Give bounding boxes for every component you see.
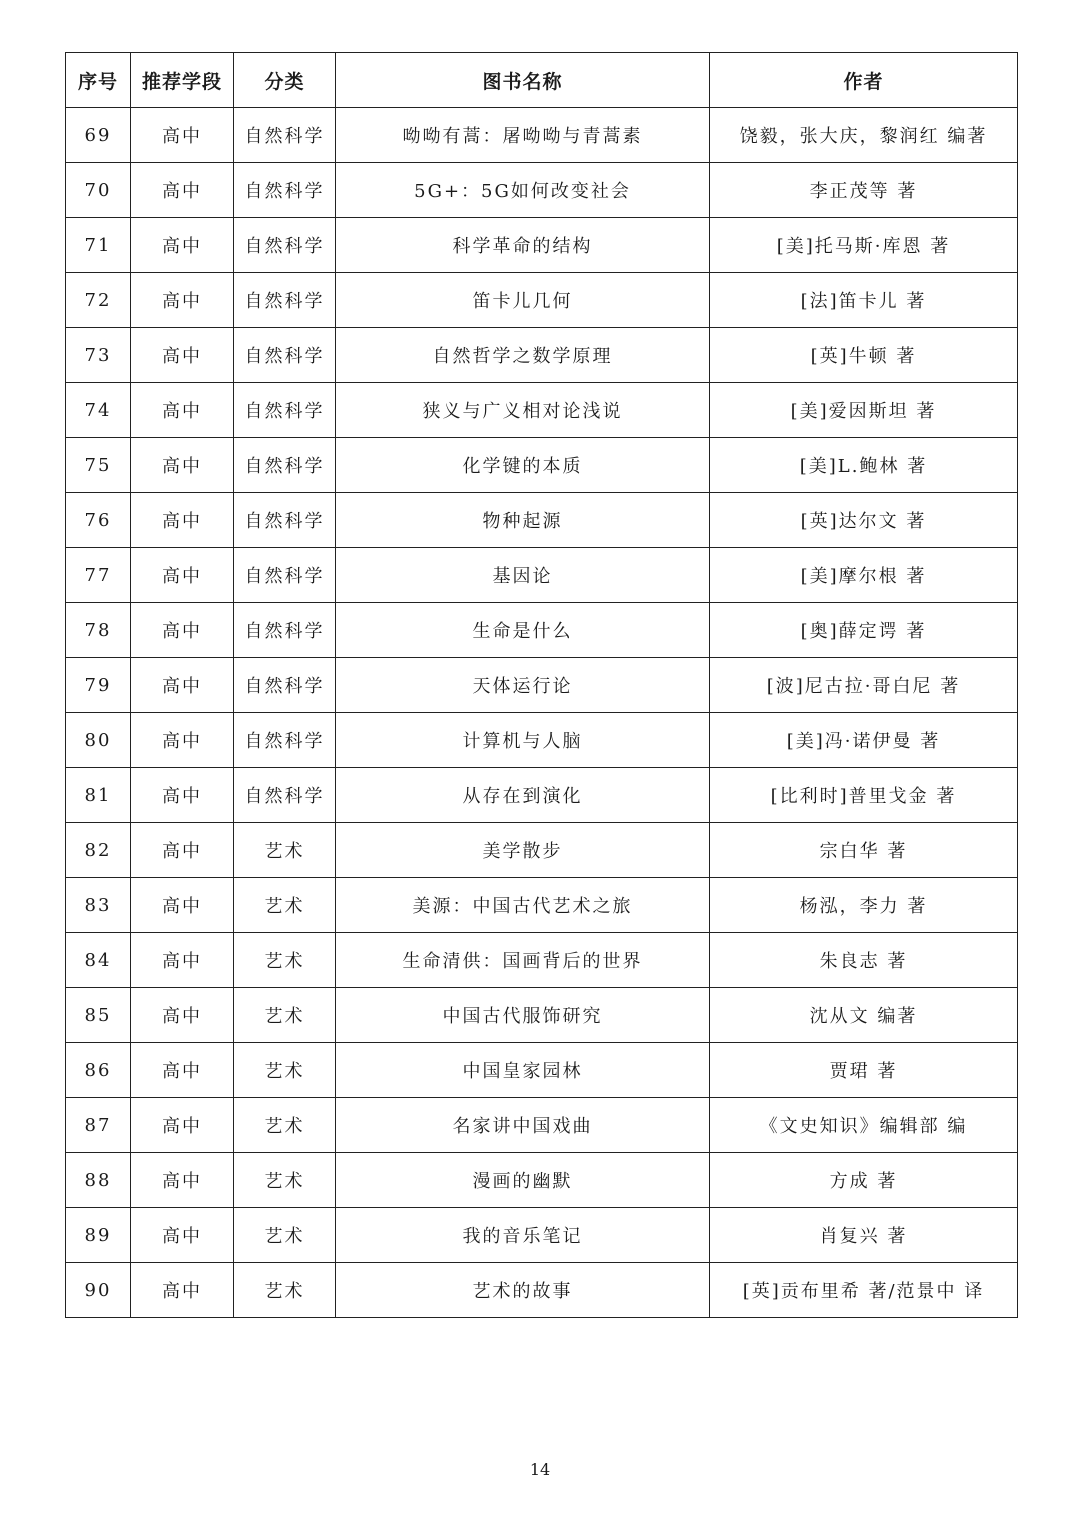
cell-stage: 高中 (131, 1043, 234, 1098)
table-row (66, 1098, 1018, 1153)
cell-category: 艺术 (234, 878, 336, 933)
cell-author: [波]尼古拉·哥白尼 著 (710, 658, 1018, 713)
cell-stage: 高中 (131, 438, 234, 493)
table-row (66, 603, 1018, 658)
cell-author: 杨泓，李力 著 (710, 878, 1018, 933)
cell-category: 自然科学 (234, 108, 336, 163)
cell-author: [美]爱因斯坦 著 (710, 383, 1018, 438)
cell-title: 艺术的故事 (336, 1263, 710, 1318)
table-row (66, 383, 1018, 438)
table-row (66, 768, 1018, 823)
cell-title: 生命是什么 (336, 603, 710, 658)
cell-category: 自然科学 (234, 713, 336, 768)
header-stage: 推荐学段 (131, 53, 234, 108)
table-row (66, 988, 1018, 1043)
cell-stage: 高中 (131, 383, 234, 438)
cell-category: 自然科学 (234, 273, 336, 328)
cell-no: 81 (66, 768, 131, 823)
cell-author: [美]托马斯·库恩 著 (710, 218, 1018, 273)
table-row (66, 108, 1018, 163)
cell-author: [美]冯·诺伊曼 著 (710, 713, 1018, 768)
cell-stage: 高中 (131, 493, 234, 548)
cell-author: 《文史知识》编辑部 编 (710, 1098, 1018, 1153)
header-title: 图书名称 (336, 53, 710, 108)
cell-category: 艺术 (234, 1263, 336, 1318)
cell-no: 72 (66, 273, 131, 328)
header-author: 作者 (710, 53, 1018, 108)
table-header-row (66, 53, 1018, 108)
cell-author: [英]牛顿 著 (710, 328, 1018, 383)
cell-category: 自然科学 (234, 328, 336, 383)
cell-title: 名家讲中国戏曲 (336, 1098, 710, 1153)
cell-title: 美学散步 (336, 823, 710, 878)
cell-no: 74 (66, 383, 131, 438)
table-row (66, 218, 1018, 273)
cell-title: 科学革命的结构 (336, 218, 710, 273)
table-row (66, 933, 1018, 988)
cell-title: 生命清供：国画背后的世界 (336, 933, 710, 988)
cell-no: 85 (66, 988, 131, 1043)
table-row (66, 163, 1018, 218)
cell-title: 呦呦有蒿：屠呦呦与青蒿素 (336, 108, 710, 163)
cell-no: 84 (66, 933, 131, 988)
table-body (66, 108, 1018, 1318)
cell-stage: 高中 (131, 328, 234, 383)
table-row (66, 713, 1018, 768)
cell-category: 自然科学 (234, 548, 336, 603)
cell-stage: 高中 (131, 218, 234, 273)
cell-no: 86 (66, 1043, 131, 1098)
cell-author: [英]贡布里希 著/范景中 译 (710, 1263, 1018, 1318)
cell-stage: 高中 (131, 108, 234, 163)
cell-author: 朱良志 著 (710, 933, 1018, 988)
cell-stage: 高中 (131, 713, 234, 768)
cell-title: 我的音乐笔记 (336, 1208, 710, 1263)
cell-title: 漫画的幽默 (336, 1153, 710, 1208)
cell-no: 82 (66, 823, 131, 878)
cell-author: [英]达尔文 著 (710, 493, 1018, 548)
cell-title: 笛卡儿几何 (336, 273, 710, 328)
cell-no: 90 (66, 1263, 131, 1318)
cell-category: 自然科学 (234, 218, 336, 273)
cell-stage: 高中 (131, 1153, 234, 1208)
table-row (66, 1153, 1018, 1208)
cell-category: 艺术 (234, 1098, 336, 1153)
table-row (66, 548, 1018, 603)
cell-author: 饶毅，张大庆，黎润红 编著 (710, 108, 1018, 163)
cell-stage: 高中 (131, 163, 234, 218)
cell-title: 自然哲学之数学原理 (336, 328, 710, 383)
header-no: 序号 (66, 53, 131, 108)
cell-author: [美]摩尔根 著 (710, 548, 1018, 603)
cell-category: 艺术 (234, 988, 336, 1043)
cell-no: 80 (66, 713, 131, 768)
table-row (66, 1208, 1018, 1263)
cell-title: 天体运行论 (336, 658, 710, 713)
cell-title: 中国皇家园林 (336, 1043, 710, 1098)
cell-title: 美源：中国古代艺术之旅 (336, 878, 710, 933)
cell-author: [比利时]普里戈金 著 (710, 768, 1018, 823)
cell-title: 基因论 (336, 548, 710, 603)
table-row (66, 823, 1018, 878)
table-row (66, 878, 1018, 933)
cell-title: 5G+：5G如何改变社会 (336, 163, 710, 218)
cell-no: 70 (66, 163, 131, 218)
cell-title: 物种起源 (336, 493, 710, 548)
cell-category: 自然科学 (234, 438, 336, 493)
cell-stage: 高中 (131, 548, 234, 603)
cell-author: 李正茂等 著 (710, 163, 1018, 218)
cell-title: 狭义与广义相对论浅说 (336, 383, 710, 438)
cell-no: 77 (66, 548, 131, 603)
table-row (66, 1043, 1018, 1098)
cell-no: 87 (66, 1098, 131, 1153)
cell-author: 肖复兴 著 (710, 1208, 1018, 1263)
cell-stage: 高中 (131, 1263, 234, 1318)
cell-category: 自然科学 (234, 493, 336, 548)
cell-category: 艺术 (234, 823, 336, 878)
table-row (66, 438, 1018, 493)
cell-category: 自然科学 (234, 163, 336, 218)
table-row (66, 328, 1018, 383)
cell-no: 76 (66, 493, 131, 548)
cell-category: 艺术 (234, 933, 336, 988)
cell-category: 自然科学 (234, 383, 336, 438)
cell-author: 宗白华 著 (710, 823, 1018, 878)
cell-no: 88 (66, 1153, 131, 1208)
cell-no: 71 (66, 218, 131, 273)
header-category: 分类 (234, 53, 336, 108)
cell-no: 79 (66, 658, 131, 713)
cell-author: 贾珺 著 (710, 1043, 1018, 1098)
cell-category: 自然科学 (234, 603, 336, 658)
cell-no: 78 (66, 603, 131, 658)
cell-stage: 高中 (131, 603, 234, 658)
cell-author: 沈从文 编著 (710, 988, 1018, 1043)
cell-author: [法]笛卡儿 著 (710, 273, 1018, 328)
table-row (66, 1263, 1018, 1318)
cell-title: 计算机与人脑 (336, 713, 710, 768)
cell-stage: 高中 (131, 768, 234, 823)
cell-category: 自然科学 (234, 658, 336, 713)
cell-author: [美]L.鲍林 著 (710, 438, 1018, 493)
cell-no: 83 (66, 878, 131, 933)
cell-stage: 高中 (131, 878, 234, 933)
cell-stage: 高中 (131, 823, 234, 878)
cell-category: 艺术 (234, 1043, 336, 1098)
cell-stage: 高中 (131, 988, 234, 1043)
cell-title: 化学键的本质 (336, 438, 710, 493)
cell-no: 75 (66, 438, 131, 493)
cell-category: 自然科学 (234, 768, 336, 823)
cell-no: 73 (66, 328, 131, 383)
cell-stage: 高中 (131, 1208, 234, 1263)
table-row (66, 273, 1018, 328)
book-list-table (65, 52, 1018, 1318)
table-row (66, 493, 1018, 548)
cell-author: 方成 著 (710, 1153, 1018, 1208)
table-row (66, 658, 1018, 713)
page-number: 14 (529, 1460, 551, 1479)
cell-no: 89 (66, 1208, 131, 1263)
cell-stage: 高中 (131, 658, 234, 713)
cell-stage: 高中 (131, 1098, 234, 1153)
cell-category: 艺术 (234, 1208, 336, 1263)
cell-title: 从存在到演化 (336, 768, 710, 823)
cell-stage: 高中 (131, 273, 234, 328)
cell-category: 艺术 (234, 1153, 336, 1208)
cell-stage: 高中 (131, 933, 234, 988)
cell-no: 69 (66, 108, 131, 163)
cell-author: [奥]薛定谔 著 (710, 603, 1018, 658)
cell-title: 中国古代服饰研究 (336, 988, 710, 1043)
